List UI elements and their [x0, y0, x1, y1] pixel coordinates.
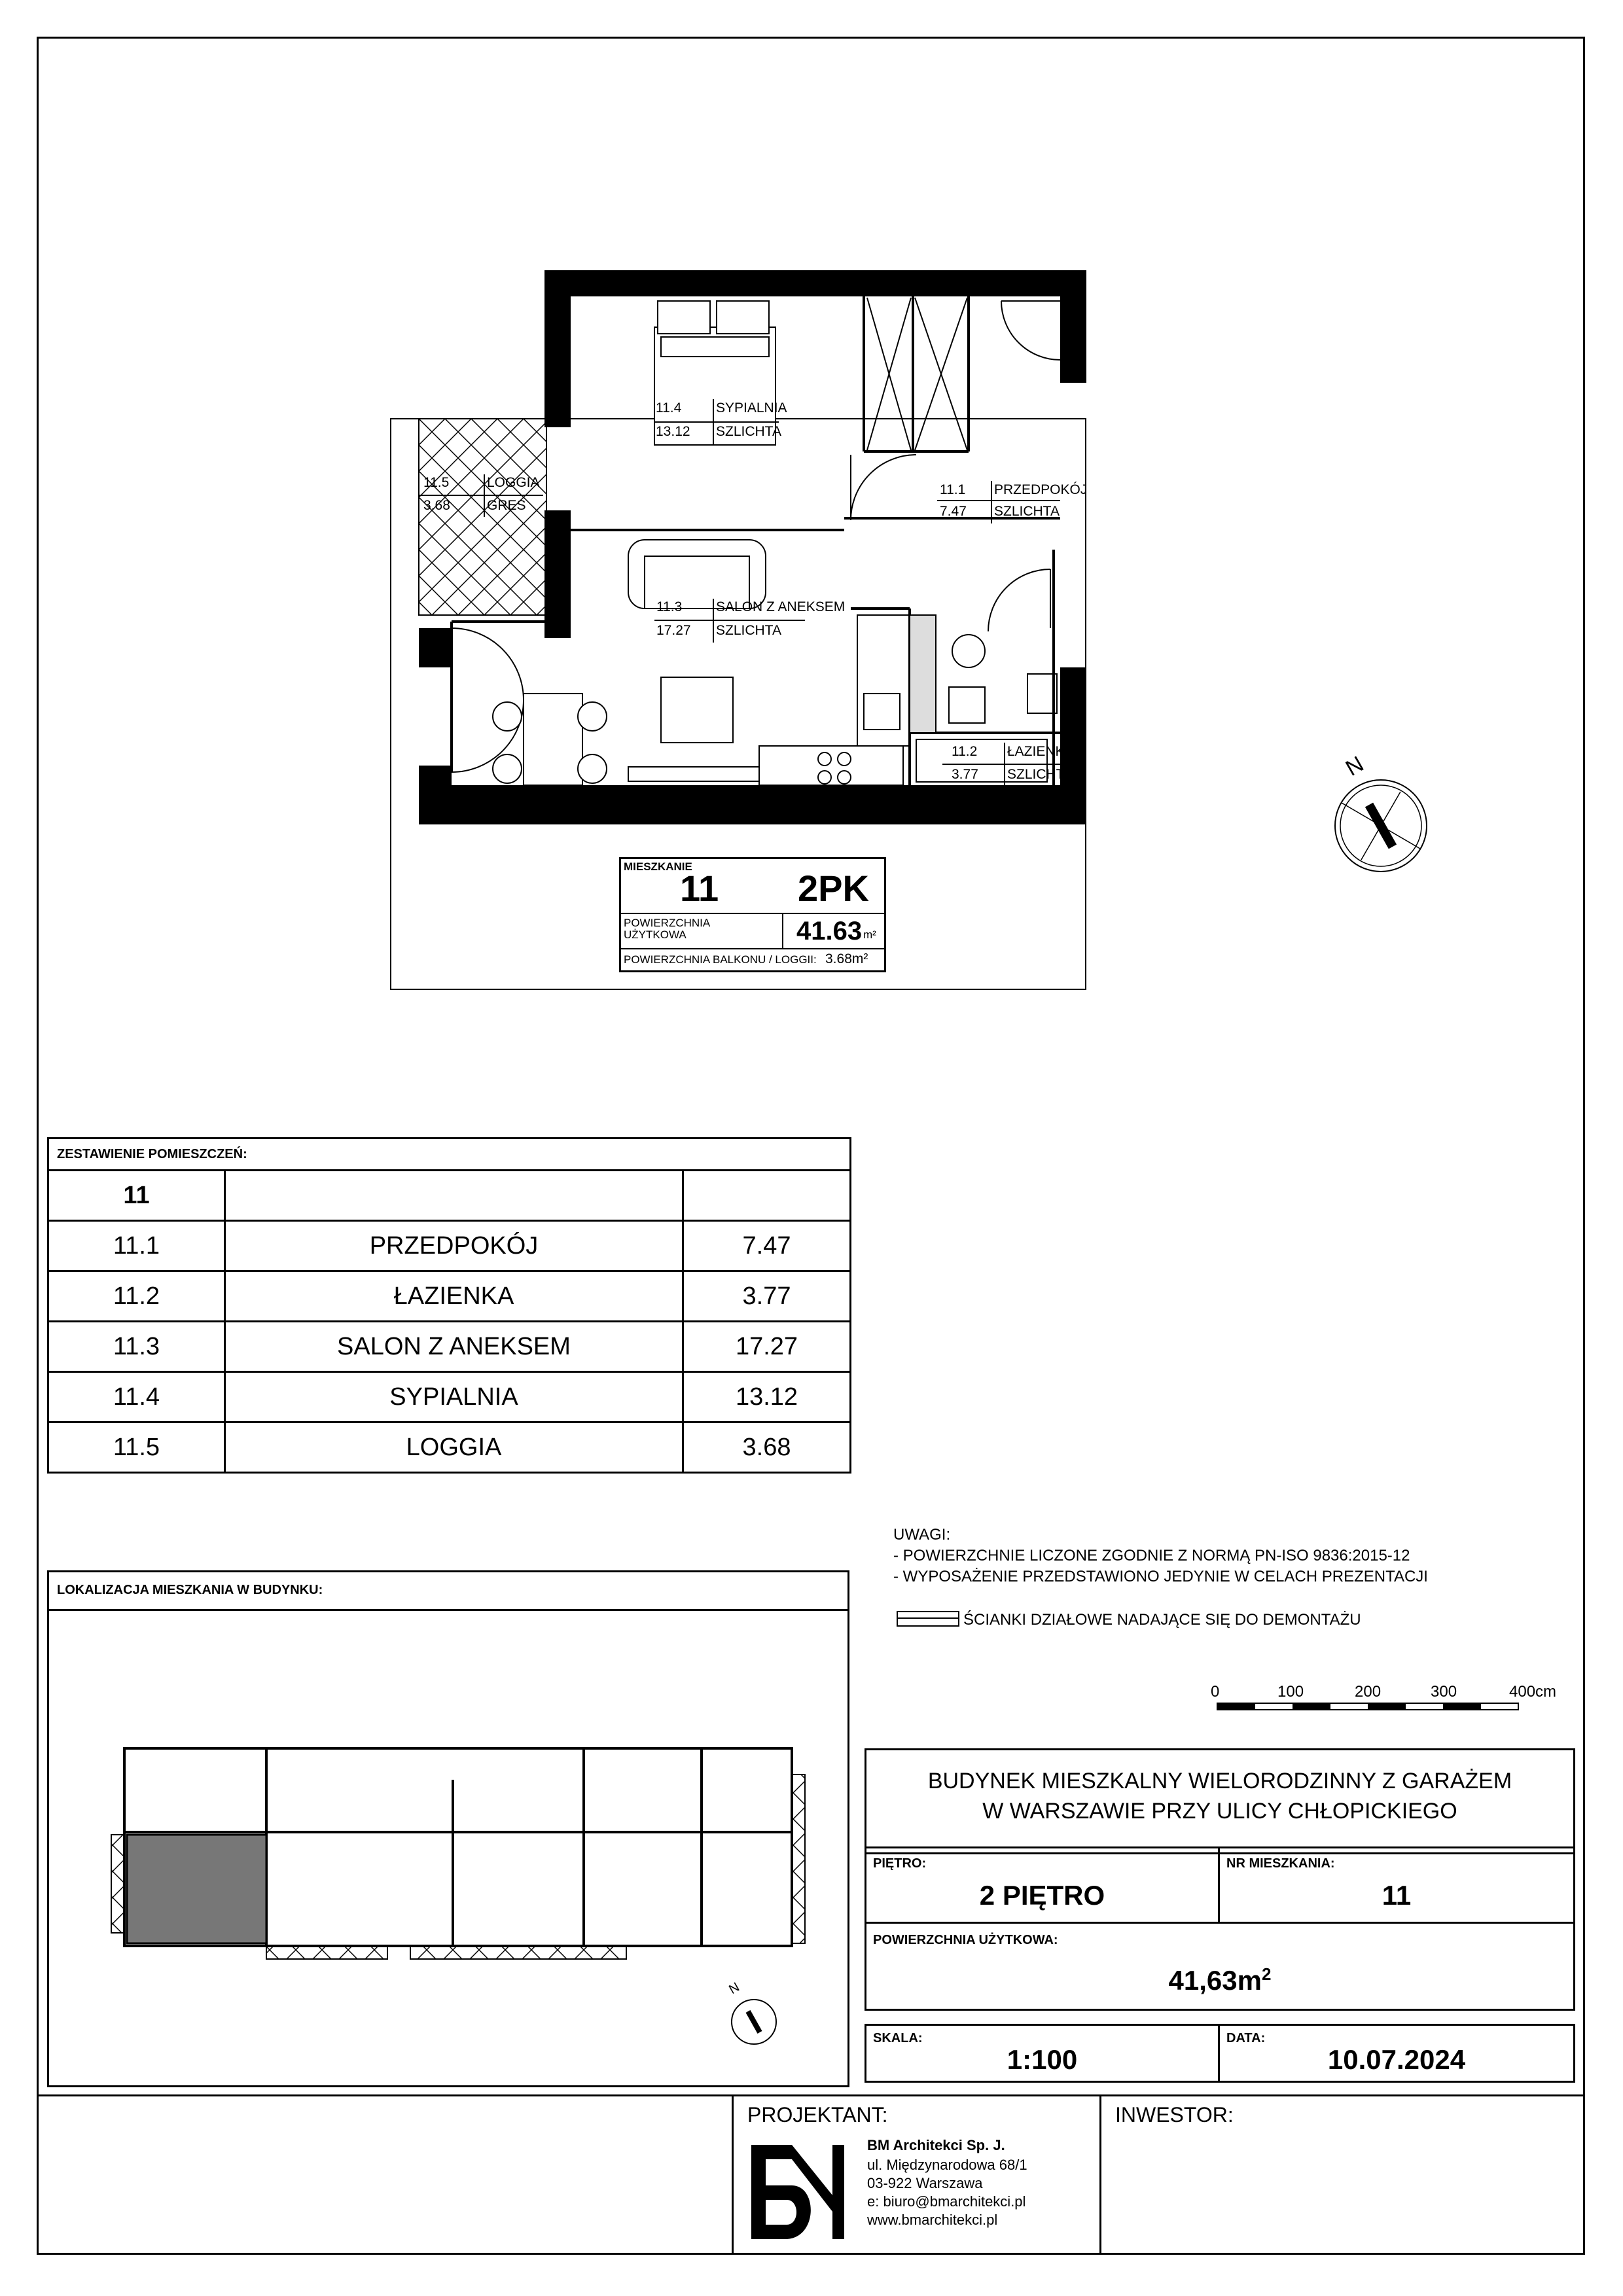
table-row [48, 1322, 851, 1372]
apt-number-value: 11 [1382, 1880, 1412, 1911]
table-row [48, 1221, 851, 1271]
notes-line-2: - WYPOSAŻENIE PRZEDSTAWIONO JEDYNIE W CELACH PREZENTACJI [893, 1568, 1428, 1585]
room-area-11-3: 17.27 [656, 623, 691, 638]
area-box [865, 1922, 1575, 2011]
room-num-11-3: 11.3 [656, 599, 683, 614]
bm-logo [746, 2140, 851, 2244]
loggia-hatch [419, 419, 546, 615]
room-finish-11-3: SZLICHTA [716, 623, 781, 638]
rooms-table [47, 1137, 851, 1474]
room-area-11-1: 7.47 [940, 504, 967, 519]
scale-label: SKALA: [873, 2031, 923, 2045]
room-name-11-2: ŁAZIENKA [1007, 744, 1074, 759]
scale-tick-0: 0 [1211, 1683, 1220, 1701]
company-web[interactable]: www.bmarchitekci.pl [867, 2212, 998, 2228]
apt-box-number: 11 [680, 868, 719, 909]
highlighted-apartment [127, 1835, 266, 1943]
room-finish-11-1: SZLICHTA [994, 504, 1060, 519]
cell-num: 11.3 [48, 1322, 225, 1372]
cell-num: 11.5 [48, 1422, 225, 1473]
key-compass [732, 2000, 776, 2044]
legend-swatch [897, 1611, 959, 1627]
scale-box [865, 2024, 1220, 2083]
cell-area: 13.12 [683, 1372, 851, 1422]
key-compass-label: N [726, 1979, 742, 1998]
apt-box-label: MIESZKANIE [624, 860, 692, 873]
apt-balcony-label: POWIERZCHNIA BALKONU / LOGGII: [624, 953, 817, 966]
rooms-table-header: ZESTAWIENIE POMIESZCZEŃ: [48, 1139, 851, 1171]
room-num-11-2: 11.2 [952, 744, 978, 759]
floor-label: PIĘTRO: [873, 1856, 927, 1871]
legend-text: ŚCIANKI DZIAŁOWE NADAJĄCE SIĘ DO DEMONTAŻU [963, 1611, 1361, 1629]
cell-name: ŁAZIENKA [225, 1271, 683, 1322]
compass [1335, 780, 1427, 872]
project-title-2: W WARSZAWIE PRZY ULICY CHŁOPICKIEGO [982, 1799, 1457, 1824]
projektant-label: PROJEKTANT: [747, 2103, 888, 2127]
apt-balcony-value: 3.68m² [825, 951, 868, 966]
apt-usable-unit: m² [863, 928, 876, 941]
cell-area: 3.77 [683, 1271, 851, 1322]
project-title-box [865, 1748, 1575, 1854]
cell-num: 11.1 [48, 1221, 225, 1271]
project-title-1: BUDYNEK MIESZKALNY WIELORODZINNY Z GARAŻEM [927, 1769, 1512, 1793]
rooms-table-apartment: 11 [48, 1171, 225, 1221]
floor-box [865, 1846, 1220, 1924]
date-box [1218, 2024, 1575, 2083]
notes-line-1: - POWIERZCHNIE LICZONE ZGODNIE Z NORMĄ PN-ISO 9836:2015-12 [893, 1547, 1410, 1564]
cell-name: SYPIALNIA [225, 1372, 683, 1422]
area-label: POWIERZCHNIA UŻYTKOWA: [873, 1933, 1058, 1947]
sofa [628, 540, 766, 609]
floor-value: 2 PIĘTRO [979, 1880, 1105, 1911]
cell-name: PRZEDPOKÓJ [225, 1221, 683, 1271]
footer-divider [37, 2094, 1585, 2096]
apt-usable-label-1: POWIERZCHNIA [624, 917, 711, 929]
room-area-11-2: 3.77 [952, 767, 978, 782]
scale-tick-100: 100 [1277, 1683, 1304, 1701]
cell-area: 7.47 [683, 1221, 851, 1271]
scale-tick-400: 400cm [1509, 1683, 1557, 1701]
wardrobe [867, 298, 967, 450]
date-label: DATA: [1226, 2031, 1266, 2045]
room-area-11-4: 13.12 [656, 424, 690, 439]
coffee-table [661, 677, 733, 743]
room-name-11-1: PRZEDPOKÓJ [994, 482, 1088, 497]
cell-area: 3.68 [683, 1422, 851, 1473]
dining-set [493, 694, 607, 785]
area-value-wrap [866, 1964, 1573, 1996]
footer-divider-1 [732, 2094, 734, 2255]
compass-label: N [1341, 751, 1368, 781]
room-name-11-3: SALON Z ANEKSEM [716, 599, 846, 614]
cell-area: 17.27 [683, 1322, 851, 1372]
area-sup: 2 [1261, 1964, 1272, 1984]
company-email[interactable]: e: biuro@bmarchitekci.pl [867, 2193, 1026, 2210]
room-num-11-5: 11.5 [423, 475, 450, 490]
apartment-box [619, 857, 886, 972]
table-row [48, 1372, 851, 1422]
scale-value: 1:100 [1007, 2044, 1078, 2075]
room-finish-11-2: SZLICHTA [1007, 767, 1073, 782]
cell-num: 11.4 [48, 1372, 225, 1422]
scale-tick-300: 300 [1431, 1683, 1457, 1701]
room-num-11-4: 11.4 [656, 400, 682, 415]
kitchen [759, 615, 910, 785]
area-value: 41,63m [1168, 1965, 1262, 1996]
tv-board [628, 767, 759, 781]
room-area-11-5: 3.68 [423, 498, 450, 513]
room-finish-11-5: GRES [487, 498, 526, 513]
footer-divider-2 [1099, 2094, 1101, 2255]
location-header: LOKALIZACJA MIESZKANIA W BUDYNKU: [57, 1583, 323, 1597]
table-row [48, 1271, 851, 1322]
apt-usable-value: 41.63 [796, 917, 863, 945]
cell-num: 11.2 [48, 1271, 225, 1322]
room-num-11-1: 11.1 [940, 482, 966, 497]
company-address-1: ul. Międzynarodowa 68/1 [867, 2157, 1027, 2173]
apt-box-type: 2PK [798, 868, 869, 909]
notes [893, 1525, 1428, 1587]
cell-name: SALON Z ANEKSEM [225, 1322, 683, 1372]
apt-number-box [1218, 1846, 1575, 1924]
apt-number-label: NR MIESZKANIA: [1226, 1856, 1335, 1871]
cell-name: LOGGIA [225, 1422, 683, 1473]
company-address-2: 03-922 Warszawa [867, 2175, 983, 2191]
apt-usable-label-2: UŻYTKOWA [624, 928, 687, 941]
date-value: 10.07.2024 [1327, 2044, 1466, 2075]
room-name-11-4: SYPIALNIA [716, 400, 787, 415]
table-row [48, 1422, 851, 1473]
notes-title: UWAGI: [893, 1526, 951, 1544]
bed [654, 301, 776, 445]
inwestor-label: INWESTOR: [1115, 2103, 1234, 2127]
building-key-plan [47, 1570, 849, 2087]
room-name-11-5: LOGGIA [487, 475, 540, 490]
company-name: BM Architekci Sp. J. [867, 2137, 1005, 2153]
room-finish-11-4: SZLICHTA [716, 424, 781, 439]
scale-tick-200: 200 [1355, 1683, 1382, 1701]
